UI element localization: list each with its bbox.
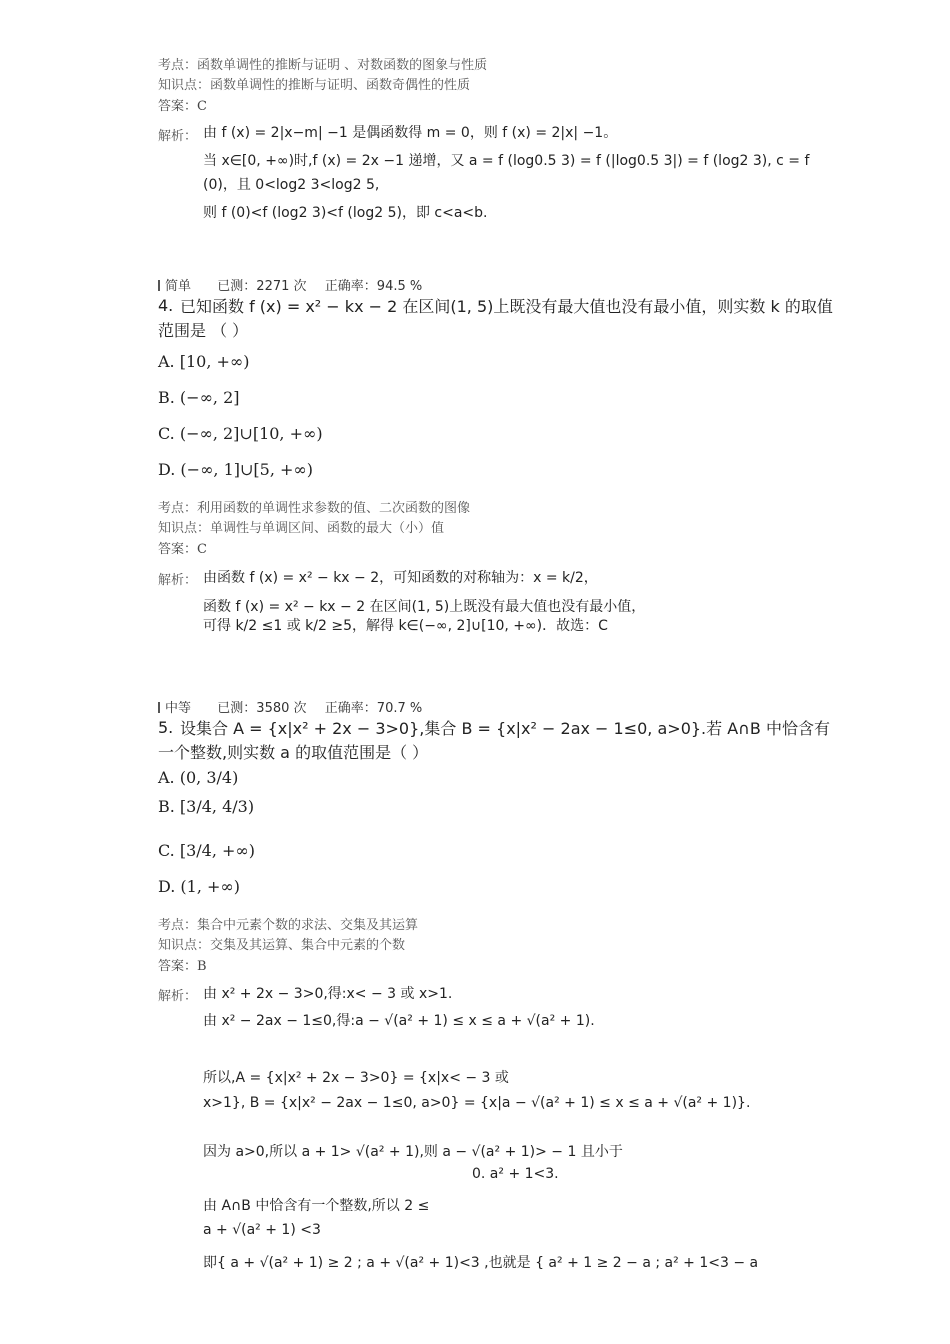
- q5-solution-line-7: 由 A∩B 中恰含有一个整数,所以 2 ≤: [203, 1198, 430, 1214]
- q4-solution-line-1: 由函数 f (x) = x² − kx − 2，可知函数的对称轴为：x = k/2，: [203, 570, 598, 586]
- q5-option-c[interactable]: C. [3/4, +∞): [158, 841, 255, 860]
- q5-solution-line-6: 0. a² + 1<3.: [472, 1166, 559, 1182]
- q4-option-a[interactable]: A. [10, +∞): [158, 352, 250, 371]
- q4-tested-count: 已测：2271 次: [217, 279, 307, 294]
- q5-stem-line-1: 设集合 A = {x|x² + 2x − 3>0},集合 B = {x|x² − 2ax − 1≤0, a>0}.若 A∩B 中恰含有: [180, 719, 830, 738]
- q5-tested-count: 已测：3580 次: [217, 701, 307, 716]
- q4-answer: 答案：C: [158, 542, 207, 557]
- prev-solution-label: 解析：: [158, 129, 198, 144]
- q5-solution-line-1: 由 x² + 2x − 3>0,得:x< − 3 或 x>1.: [203, 986, 453, 1002]
- q5-stem-line-2: 一个整数,则实数 a 的取值范围是（ ）: [158, 743, 429, 762]
- prev-solution-line-4: 则 f (0)<f (log2 3)<f (log2 5)，即 c<a<b.: [203, 205, 488, 221]
- prev-solution-line-2: 当 x∈[0, +∞)时,f (x) = 2x −1 递增，又 a = f (log0.5 3) = f (|log0.5 3|) = f (log2 3), c = f: [203, 153, 810, 169]
- q4-level: 简单: [165, 279, 192, 294]
- q4-header: [158, 275, 422, 294]
- q5-zhishidian: 知识点：交集及其运算、集合中元素的个数: [158, 938, 406, 953]
- q4-stem-line-2: 范围是 （ ）: [158, 321, 249, 340]
- q4-kaodian: 考点：利用函数的单调性求参数的值、二次函数的图像: [158, 501, 471, 516]
- q5-solution-line-3: 所以,A = {x|x² + 2x − 3>0} = {x|x< − 3 或: [203, 1070, 509, 1086]
- q5-level: 中等: [165, 701, 192, 716]
- q5-correct-rate: 正确率：70.7 %: [324, 701, 423, 716]
- q4-solution-line-3: 可得 k/2 ≤1 或 k/2 ≥5，解得 k∈(−∞, 2]∪[10, +∞)．故选：C: [203, 618, 608, 634]
- q5-solution-label: 解析：: [158, 989, 198, 1004]
- q4-solution-label: 解析：: [158, 573, 198, 588]
- q4-option-b[interactable]: B. (−∞, 2]: [158, 388, 240, 407]
- q5-option-d[interactable]: D. (1, +∞): [158, 877, 240, 896]
- q5-solution-line-8: a + √(a² + 1) <3: [203, 1222, 321, 1238]
- q4-number: 4.: [158, 296, 174, 315]
- q5-solution-line-5: 因为 a>0,所以 a + 1> √(a² + 1),则 a − √(a² + 1)> − 1 且小于: [203, 1144, 623, 1160]
- q4-correct-rate: 正确率：94.5 %: [324, 279, 423, 294]
- prev-solution-line-1: 由 f (x) = 2|x−m| −1 是偶函数得 m = 0，则 f (x) = 2|x| −1。: [203, 125, 618, 141]
- level-marker-icon: [158, 702, 160, 713]
- prev-kaodian: 考点：函数单调性的推断与证明 、对数函数的图象与性质: [158, 58, 488, 73]
- q5-solution-line-2: 由 x² − 2ax − 1≤0,得:a − √(a² + 1) ≤ x ≤ a + √(a² + 1).: [203, 1013, 595, 1029]
- q5-option-a[interactable]: A. (0, 3/4): [158, 768, 239, 787]
- q5-header: [158, 697, 422, 716]
- prev-answer: 答案：C: [158, 99, 207, 114]
- q4-stem-line-1: 已知函数 f (x) = x² − kx − 2 在区间(1, 5)上既没有最大值也没有最小值，则实数 k 的取值: [180, 297, 833, 316]
- q5-option-b[interactable]: B. [3/4, 4/3): [158, 797, 255, 816]
- q4-zhishidian: 知识点：单调性与单调区间、函数的最大（小）值: [158, 521, 445, 536]
- q4-option-d[interactable]: D. (−∞, 1]∪[5, +∞): [158, 460, 313, 479]
- q5-solution-line-4: x>1}, B = {x|x² − 2ax − 1≤0, a>0} = {x|a − √(a² + 1) ≤ x ≤ a + √(a² + 1)}.: [203, 1095, 751, 1111]
- q5-solution-line-9: 即{ a + √(a² + 1) ≥ 2 ; a + √(a² + 1)<3 ,也就是 { a² + 1 ≥ 2 − a ; a² + 1<3 − a: [203, 1255, 759, 1271]
- prev-solution-line-3: (0)，且 0<log2 3<log2 5,: [203, 177, 380, 193]
- q5-answer: 答案：B: [158, 959, 207, 974]
- q5-kaodian: 考点：集合中元素个数的求法、交集及其运算: [158, 918, 419, 933]
- q4-option-c[interactable]: C. (−∞, 2]∪[10, +∞): [158, 424, 323, 443]
- level-marker-icon: [158, 280, 160, 291]
- prev-zhishidian: 知识点：函数单调性的推断与证明、函数奇偶性的性质: [158, 78, 471, 93]
- q4-solution-line-2: 函数 f (x) = x² − kx − 2 在区间(1, 5)上既没有最大值也没有最小值，: [203, 599, 646, 615]
- q5-number: 5.: [158, 718, 174, 737]
